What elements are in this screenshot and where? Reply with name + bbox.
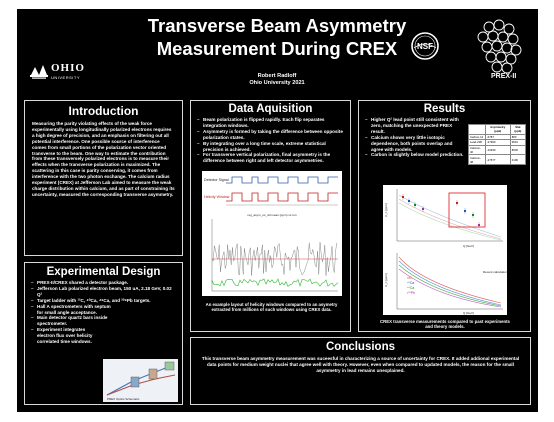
- author-name: Robert Radloff: [257, 73, 297, 79]
- table-header: Asymmetry (ppb): [485, 125, 510, 135]
- nsf-logo-text: NSF: [417, 42, 433, 51]
- results-item: – Calcium shows very little isotopic dependence, both points overlap and agree with models.: [365, 135, 465, 153]
- helicity-figure: [202, 171, 342, 296]
- legend-ca40: ⁴⁰Ca: [407, 281, 415, 285]
- table-header: Stat (ppb): [510, 125, 525, 135]
- results-panel: [358, 100, 531, 332]
- daq-caption: An example layout of helicity windows compared to an asymetry extracted from millions of such windows using CREX data.: [205, 302, 338, 313]
- poster-title-line1: Transverse Beam Asymmetry: [147, 15, 407, 36]
- table-cell: Carbon-12: [469, 134, 486, 140]
- experimental-design-heading: Experimental Design: [46, 266, 161, 278]
- design-item: – Main detector quartz bars inside spectrometer.: [31, 315, 111, 327]
- plot2-note: Recent calculations: [483, 270, 507, 274]
- ohio-logo-text: OHIO: [51, 62, 85, 74]
- table-row: [469, 145, 526, 155]
- histogram-title: reg_asym_us_dd mean (ppm) vs run: [247, 213, 297, 217]
- table-cell: Calcium-40: [469, 145, 486, 155]
- results-item: – Higher Q² lead point still consistent with zero, matching the unexpected PREX result.: [365, 117, 461, 135]
- table-cell: -27960: [485, 140, 510, 146]
- table-row: [469, 155, 526, 165]
- daq-item: – Asymmetry is formed by taking the difference between opposite polarization states.: [197, 129, 344, 141]
- poster-title-line2: Measurement During CREX: [156, 38, 398, 59]
- conclusions-panel: [190, 337, 531, 405]
- plot2-xlabel: Q [GeV]: [463, 311, 474, 315]
- table-cell: 4190: [510, 155, 525, 165]
- legend-ca48: ⁴⁸Ca: [407, 286, 415, 290]
- daq-item: – Beam polarization is flipped rapidly. Each flip separates integration windows.: [197, 117, 344, 129]
- prex-nucleus-icon: [469, 17, 527, 79]
- affiliation: Ohio University 2021: [249, 80, 305, 86]
- design-item: – Jefferson Lab polarized electron beam, 150 uA, 2.18 GeV, 0.02 Q²: [31, 286, 176, 298]
- conclusions-heading: Conclusions: [325, 341, 395, 353]
- poster: [17, 9, 538, 412]
- table-header: [469, 125, 486, 135]
- table-cell: 880: [510, 134, 525, 140]
- plot1-xlabel: Q [GeV]: [463, 244, 474, 248]
- daq-item: – For transverse vertical polarization, final asymmetry is the difference between right and left detector asymmetries.: [197, 152, 344, 164]
- optics-schematic-drawing: [103, 359, 178, 402]
- helicity-window-label: Helicity Window: [204, 195, 230, 199]
- asymmetry-table: [468, 124, 526, 165]
- results-heading: Results: [423, 103, 466, 115]
- table-cell: -27677: [485, 155, 510, 165]
- table-cell: Lead-208: [469, 140, 486, 146]
- design-item: – Experiment integrates electron flux over helicity correlated time windows.: [31, 327, 95, 345]
- data-acquisition-panel: [190, 100, 351, 332]
- daq-item: – By integrating over a long time scale, extreme statistical precision is achieved.: [197, 141, 344, 153]
- optics-schematic-label: PREX Optics Schematic: [107, 397, 140, 401]
- table-cell: Calcium-48: [469, 155, 486, 165]
- data-acquisition-heading: Data Aquisition: [228, 103, 313, 115]
- results-plots-figure: [383, 185, 507, 315]
- design-item: – Target ladder with ¹²C, ⁴⁰Ca, ⁴⁸Ca, and ²⁰⁸Pb targets.: [31, 298, 176, 304]
- conclusions-text: This transverse beam asymmetry measurement was suceesful in characterizing a source of uncertainty for CREX. It added addional experimental data points for medium weight nuclei that agree well with theory. However, even when compared to updated models, the reason for the small asymmetry in lead remains unexplained.: [201, 356, 520, 373]
- prex-logo-text: PREX-II: [491, 73, 517, 80]
- legend-c12: ¹²C: [407, 276, 412, 280]
- design-item: – PREX-II/CREX shared a detector package.: [31, 280, 176, 286]
- plot2-ylabel: A_n [ppm]: [384, 273, 388, 287]
- table-cell: 8030: [510, 145, 525, 155]
- table-cell: -6787: [485, 134, 510, 140]
- results-item: – Carbon is slightly below model prediction.: [365, 152, 524, 158]
- plot1-ylabel: A_n [ppm]: [384, 203, 388, 217]
- legend-pb208: ²⁰⁸Pb: [407, 291, 416, 295]
- table-cell: -10930: [485, 145, 510, 155]
- introduction-heading: Introduction: [68, 104, 139, 118]
- introduction-text: Measuring the parity violating effects of the weak force experimentally using longitudinally polarized electrons requires a high degree of precision, and an emphasis on filtering out all potential interference. One possible source of interference comes from small portions of the polarization vector oriented transverse to the beam. One way to estimate the contribution from these transversely polarized electrons is to measure their effects when the transverse polarization is maximized. The scattering in this case is parity conserving, it comes from interference with the two photon exchange. The calcium radius experiment (CREX) at Jefferson Lab aimed to measure the weak charge distribution within calcium, and as part of constraining its uncertainty, measured the corresponding transverse asymmetry.: [32, 121, 175, 197]
- design-item: – Hall A spectrometers with septum for small angle acceptance.: [31, 304, 117, 316]
- detector-signal-label: Detector Signal: [204, 178, 229, 182]
- results-caption: CREX transverse measurements compared to past experiments and theory models.: [380, 319, 510, 330]
- ohio-logo-subtext: UNIVERSITY: [51, 75, 81, 80]
- table-cell: 9610: [510, 140, 525, 146]
- experimental-design-panel: [24, 262, 183, 405]
- nsf-logo-icon: [410, 31, 440, 61]
- optics-schematic-figure: [103, 359, 178, 402]
- introduction-panel: [24, 100, 183, 256]
